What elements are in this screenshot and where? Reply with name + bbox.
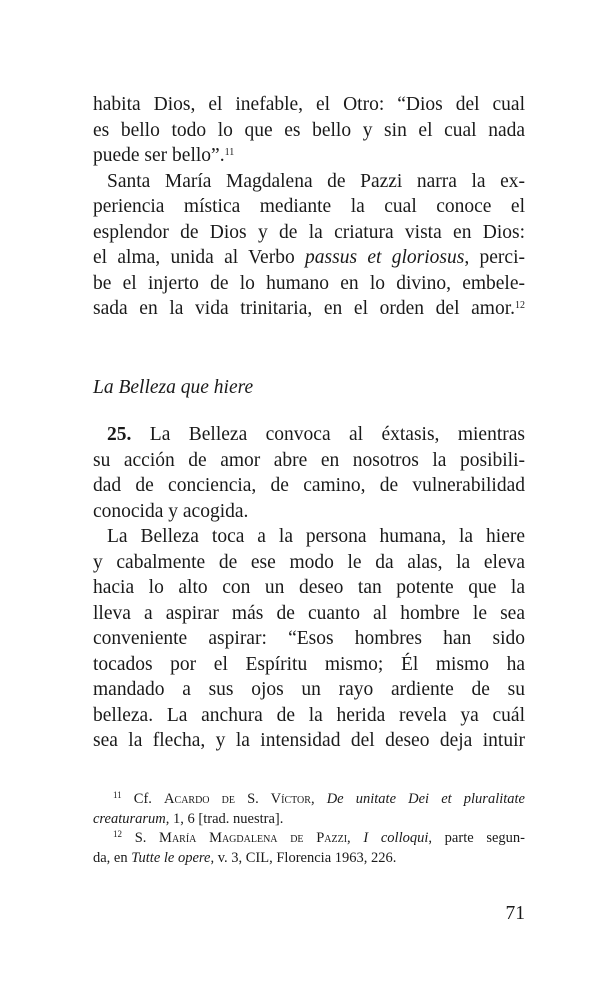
body-text xyxy=(93,92,525,754)
author: S. María Magdalena de Pazzi xyxy=(134,830,348,846)
text-span: La Belleza convoca al éxtasis, mientras xyxy=(131,424,525,445)
text-span: , 1, 6 [trad. nuestra]. xyxy=(165,810,284,827)
page-number: 71 xyxy=(505,903,525,924)
latin-phrase: passus et gloriosus xyxy=(305,247,465,268)
footnote-ref-11[interactable]: 11 xyxy=(224,147,235,158)
text-span: da, en xyxy=(93,849,132,866)
text-span: , xyxy=(347,830,364,846)
text-line: be el injerto de lo humano en lo divino, embele- xyxy=(93,272,525,294)
work-title: I colloqui xyxy=(363,830,429,846)
footnote-11-cont xyxy=(93,810,525,830)
footnote-ref-12[interactable]: 12 xyxy=(515,300,525,311)
section-heading: La Belleza que hiere xyxy=(93,376,254,398)
text-line: habita Dios, el inefable, el Otro: “Dios del cual xyxy=(93,94,525,115)
footnote-12 xyxy=(93,829,525,849)
text-line: sea la flecha, y la intensidad del deseo deja intuir xyxy=(93,730,525,751)
footnote-number: 11 xyxy=(113,790,122,800)
text-line: belleza. La anchura de la herida revela ya cuál xyxy=(93,704,525,726)
work-title: Tutte le opere xyxy=(131,849,211,866)
text-span: el alma, unida al Verbo xyxy=(93,247,306,268)
text-line: es bello todo lo que es bello y sin el cual nada xyxy=(93,119,525,141)
text-line: tocados por el Espíritu mismo; Él mismo ha xyxy=(93,653,525,675)
text-line: Santa María Magdalena de Pazzi narra la ex- xyxy=(107,170,525,192)
footnote-11 xyxy=(93,790,525,810)
text-span: , xyxy=(310,791,327,807)
text-span: Cf. xyxy=(121,791,165,807)
text-line xyxy=(93,143,525,169)
text-line: conocida y acogida. xyxy=(93,500,249,522)
work-title: De unitate Dei et pluralitate xyxy=(326,791,525,807)
text-span xyxy=(122,830,135,846)
text-span: , perci- xyxy=(464,247,525,268)
text-line: mandado a sus ojos un rayo ardiente de su xyxy=(93,679,525,700)
text-line xyxy=(93,296,525,322)
text-line: esplendor de Dios y de la criatura vista en Dios: xyxy=(93,221,525,243)
author: Acardo de S. Víctor xyxy=(164,791,311,807)
text-line: conveniente aspirar: “Esos hombres han sido xyxy=(93,628,525,649)
footnote-number: 12 xyxy=(113,829,122,839)
text-line xyxy=(93,422,525,448)
text-line xyxy=(93,245,525,271)
footnote-12-cont xyxy=(93,849,525,869)
text-line: hacia lo alto con un deseo tan potente que la xyxy=(93,577,525,598)
footnotes xyxy=(93,790,525,868)
text-line: La Belleza toca a la persona humana, la hiere xyxy=(107,526,525,547)
text-line: dad de conciencia, de camino, de vulnerabilidad xyxy=(93,475,525,496)
text-line: y cabalmente de ese modo le da alas, la eleva xyxy=(93,551,525,573)
text-line: su acción de amor abre en nosotros la posibili- xyxy=(93,449,525,471)
work-title: creaturarum xyxy=(93,810,166,827)
text-span: , parte segun- xyxy=(428,830,525,846)
text-span: , v. 3, CIL, Florencia 1963, 226. xyxy=(210,849,397,866)
text-line: lleva a aspirar más de cuanto al hombre le sea xyxy=(93,602,525,624)
text-span: sada en la vida trinitaria, en el orden del amor. xyxy=(93,298,515,319)
paragraph-number: 25. xyxy=(107,424,132,445)
text-line: periencia mística mediante la cual conoce el xyxy=(93,196,525,217)
text-span: puede ser bello”. xyxy=(93,145,225,166)
